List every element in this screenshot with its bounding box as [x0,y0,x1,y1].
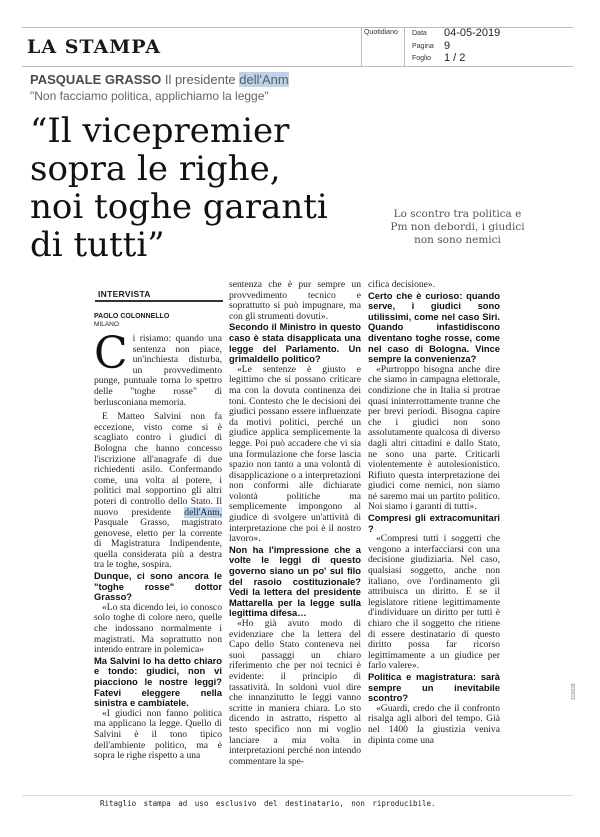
deck: Lo scontro tra politica e Pm non debordi, i giudici non sono nemici [390,208,525,246]
answer: «Purtroppo bisogna anche dire che siamo in campagna elettorale, condizione che in Italia si protrae quasi ininterrottamente tranne che per brevi periodi. Bisogna capire che i giudici non sono assolutamente qualcosa di diverso dagli altri cittadini e dallo Stato, ne sono una parte. Criticarli violentemente è autolesionistico. Rifiuto questa interpretazione dei giudici come nemici, non siamo né saremo mai un partito politico. Noi siamo i garanti di tutti». [368,363,500,513]
footer-rule [22,795,573,796]
interviewee-role: Il presidente [164,72,240,87]
header-divider [361,27,362,67]
answer-continued: sentenza che è pur sempre un provvedimento tecnico e soprattutto si può impugnare, ma con gli strumenti dovuti». [229,279,361,322]
subquote: "Non facciamo politica, applichiamo la legge" [30,89,269,103]
newspaper-masthead: LA STAMPA [27,36,161,58]
answer: «Compresi tutti i soggetti che vengono a interfacciarsi con una decisione giudiziaria. Nel caso, qualsiasi soggetto, anche non italiano, ove l'ordinamento gli attribuisca un diritto. E se il legislatore ritiene legittimamente d'individuare un diritto per tutti è chiaro che il soggetto che ritiene di essere destinatario di questo diritto possa far ricorso legittimamente a un giudice per farlo valere». [368,533,500,672]
article-column-2 [229,280,361,767]
answer: «Lo sta dicendo lei, io conosco solo toghe di colore nero, quelle che indossano normalmente i magistrati. Ma soprattutto non intendo entrare in polemica» [94,601,222,656]
header-divider-2 [404,27,405,67]
answer-continued: cifica decisione». [368,279,436,290]
date-value: 04-05-2019 [444,27,501,39]
sheet-value: 1 / 2 [444,52,466,64]
intro-paragraph [94,328,222,408]
quotidiano-label: Quotidiano [364,29,398,36]
answer: «Ho già avuto modo di evidenziare che la lettera del Capo dello Stato conteneva nei suoi passaggi un chiaro riferimento che per noi tecnici è evidente: il principio di tassatività. In soldoni vuol dire che innanzitutto le leggi vanno scritte in maniera chiara. Lo sto dicendo in astratto, rispetto al testo specifico non mi voglio lanciare a mia volta in interpretazioni perché non intendo commentare la spe- [229,618,361,767]
author-name: PAOLO COLONNELLO [94,313,170,320]
dropcap: C [94,328,128,379]
body-text-continued: Pasquale Grasso, magistrato genovese, eletto per la corrente di Magistratura Indipendente, quella considerata più a destra tra le toghe, sospira. [94,517,222,571]
answer: «I giudici non fanno politica ma applicano la legge. Quello di Salvini è il tono tipico dell'ambiente politico, ma è sopra le righe rispetto a una [94,707,222,762]
body-paragraph [94,412,222,571]
archive-code: 102628 [571,683,577,700]
page-label: Pagina [412,43,434,50]
highlight-text: dell'Anm, [184,506,222,518]
footer-disclaimer: Ritaglio stampa ad uso esclusivo del destinatario, non riproducibile. [100,799,436,808]
article-column-3 [368,280,500,746]
question: Secondo il Ministro in questo caso è stata disapplicata una legge del Parlamento. Un grimaldello politico? [229,321,361,365]
date-label: Data [412,30,427,37]
question: Dunque, ci sono ancora le "toghe rosse" dottor Grasso? [94,570,222,603]
question: Compresi gli extracomunitari ? [368,512,500,534]
sheet-label: Foglio [412,55,432,62]
interviewee-org-highlight: dell'Anm [239,72,289,87]
interviewee-name: PASQUALE GRASSO [30,72,162,87]
article-column-1 [94,328,222,762]
question: Ma Salvini lo ha detto chiaro e tondo: giudici, non vi piacciono le nostre leggi? Fatevi eleggere nella sinistra e cambiatele. [94,654,222,709]
headline: “Il vicepremier sopra le righe, noi toghe garanti di tutti” [30,111,328,265]
question: Non ha l'impressione che a volte le leggi di questo governo siano un po' sul filo del rasoio costituzionale? Vedi la lettera del presidente Mattarella per la legge sulla legittima difesa… [229,543,361,619]
question: Certo che è curioso: quando serve, i giudici sono utilissimi, come nel caso Siri. Quando infastidiscono diventano toghe rosse, come nel caso di Bologna. Vince sempre la convenienza? [368,289,500,365]
dateline-city: MILANO [94,321,119,328]
question: Politica e magistratura: sarà sempre un inevitabile scontro? [368,670,500,704]
answer: «Le sentenze è giusto e legittimo che si possano criticare ma con la dovuta continenza dei toni. Contesto che le decisioni dei giudici possano essere influenzate da motivi politici, perché un giudice applica semplicemente la legge. Poi può accadere che vi sia una formulazione che forse lascia spazio non tanto a una volontà di disapplicazione o a interpretazioni non conformi alle dichiarate volontà politiche ma semplicemente impongono al giudice di svolgere un'attività di interpretazione che poi è il nostro lavoro». [229,363,361,545]
header-bottom-rule [22,66,573,67]
interviewee-byline [30,72,289,87]
page-value: 9 [444,40,451,52]
section-label: INTERVISTA [98,289,151,299]
intro-text: i risiamo: quando una sentenza non piace, un'inchiesta disturba, un provvedimento punge, puntuale torna lo spettro delle "toghe rosse" di berlusconiana memoria. [94,333,222,408]
body-text: E Matteo Salvini non fa eccezione, visto come si è scagliato contro i giudici di Bologna che hanno concesso l'iscrizione all'anagrafe di due richiedenti asilo. Confermando come, una volta al potere, i politici mal sopportino gli altri poteri di controllo dello Stato. Il nuovo presidente [94,411,222,518]
section-rule [95,300,223,302]
answer: «Guardi, credo che il confronto risalga agli albori del tempo. Già nel 1400 la giustizia veniva dipinta come una [368,702,500,746]
